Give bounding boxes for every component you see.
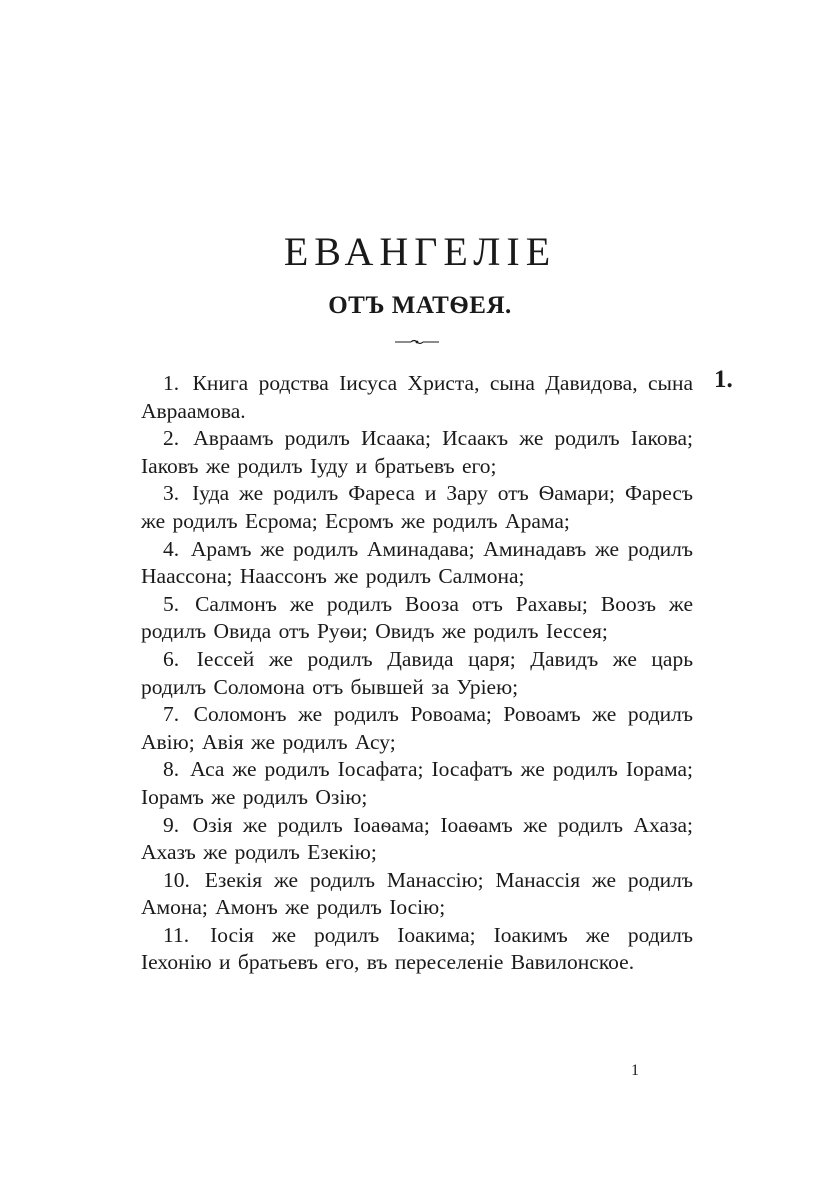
verse xyxy=(141,922,693,977)
verse-text: Арамъ же родилъ Аминадава; Аминадавъ же родилъ Наассона; Наассонъ же родилъ Салмона; xyxy=(141,536,693,589)
verse xyxy=(141,756,693,811)
chapter-number: 1. xyxy=(714,366,733,393)
verse-number: 8. xyxy=(163,757,180,782)
verse-text: Авраамъ родилъ Исаака; Исаакъ же родилъ Іакова; Іаковъ же родилъ Іуду и братьевъ его; xyxy=(141,426,694,478)
verse-number: 1. xyxy=(163,371,180,395)
verse-text: Іессей же родилъ Давида царя; Давидъ же царь родилъ Соломона отъ бывшей за Уріею; xyxy=(141,646,694,699)
verse xyxy=(141,370,693,425)
verse-text: Аса же родилъ Іосафата; Іосафатъ же родилъ Іорама; Іорамъ же родилъ Озію; xyxy=(141,757,694,809)
verse xyxy=(141,867,693,922)
verse-number: 4. xyxy=(163,536,180,561)
verse-number: 6. xyxy=(163,646,180,671)
gospel-subtitle: ОТЪ МАТѲЕЯ. xyxy=(328,292,512,319)
verse-number: 11. xyxy=(163,922,190,947)
gospel-title: ЕВАНГЕЛІЕ xyxy=(283,229,557,274)
page-number: 1 xyxy=(631,1062,639,1079)
verse xyxy=(141,591,693,646)
verse-text: Салмонъ же родилъ Вооза отъ Рахавы; Воозъ же родилъ Овида отъ Руѳи; Овидъ же родилъ Іессея; xyxy=(141,591,694,644)
ornament-divider xyxy=(395,338,439,346)
verse xyxy=(141,701,693,756)
verse-text: Книга родства Іисуса Христа, сына Давидова, сына Авраамова. xyxy=(141,371,693,423)
verse-text: Іуда же родилъ Фареса и Зару отъ Ѳамари; Фаресъ же родилъ Есрома; Есромъ же родилъ Арама; xyxy=(141,481,693,533)
verse-number: 3. xyxy=(163,481,180,506)
verse xyxy=(141,812,693,867)
verse-number: 7. xyxy=(163,702,180,727)
verse-text: Іосія же родилъ Іоакима; Іоакимъ же родилъ Іехонію и братьевъ его, въ переселеніе Вавилонское. xyxy=(141,922,693,975)
verse xyxy=(141,536,693,591)
verse-text: Озія же родилъ Іоаѳама; Іоаѳамъ же родилъ Ахаза; Ахазъ же родилъ Езекію; xyxy=(141,812,694,865)
verse xyxy=(141,425,693,480)
verse-number: 9. xyxy=(163,812,180,837)
verse-number: 10. xyxy=(163,867,190,892)
verse xyxy=(141,480,693,535)
verse-text: Соломонъ же родилъ Ровоама; Ровоамъ же родилъ Авію; Авія же родилъ Асу; xyxy=(141,702,693,754)
verse-number: 2. xyxy=(163,426,180,451)
verse xyxy=(141,646,693,701)
verse-number: 5. xyxy=(163,591,180,616)
verse-text: Езекія же родилъ Манассію; Манассія же родилъ Амона; Амонъ же родилъ Іосію; xyxy=(141,867,694,920)
verses-block xyxy=(141,370,693,977)
